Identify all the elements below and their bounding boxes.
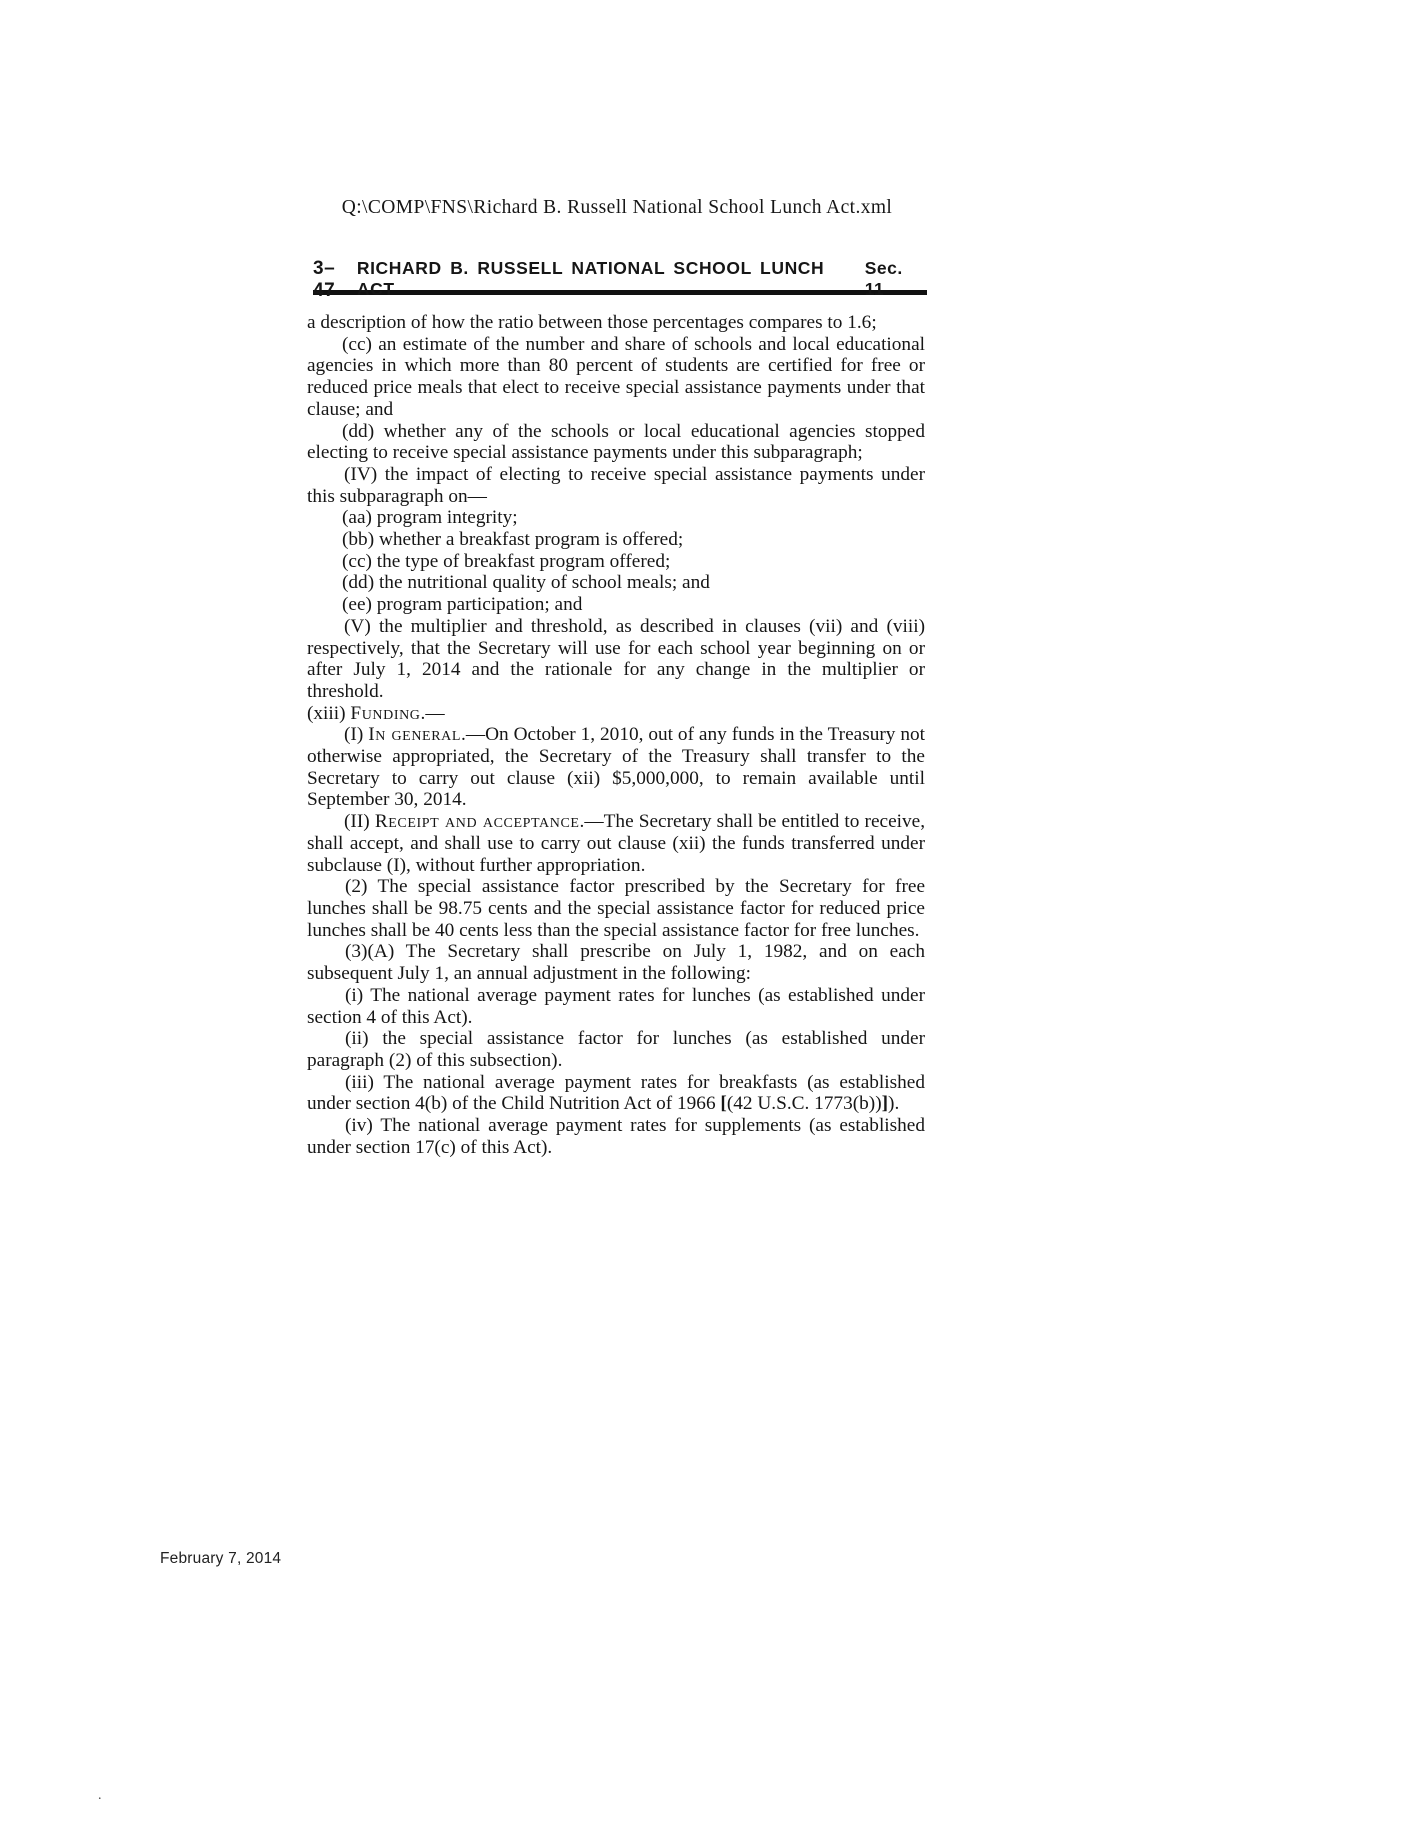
- text-segment: (II): [344, 811, 375, 833]
- paragraph: [307, 985, 925, 1028]
- act-title: RICHARD B. RUSSELL NATIONAL SCHOOL LUNCH ACT: [356, 258, 825, 299]
- text-segment: Receipt and acceptance: [374, 811, 580, 833]
- text-segment: .—The Secretary shall be entitled to receive, shall accept, and shall use to carry out clause (xii) the funds transferred under subclause (I), without further appropriation.: [307, 811, 926, 876]
- paragraph: [307, 507, 925, 529]
- paragraph: [307, 703, 925, 725]
- text-segment: .—: [420, 702, 445, 724]
- text-segment: a description of how the ratio between those percentages compares to 1.6;: [307, 312, 877, 333]
- text-segment: (aa) program integrity;: [342, 507, 518, 529]
- section-label: Sec. 11: [864, 258, 903, 299]
- text-segment: (2) The special assistance factor prescribed by the Secretary for free lunches shall be 98.75 cents and the special assistance factor for reduced price lunches shall be 40 cents less than the special assistance factor for free lunches.: [307, 876, 925, 941]
- paragraph: [307, 941, 925, 984]
- paragraph: [307, 551, 925, 573]
- text-segment: (42 U.S.C. 1773(b)): [726, 1093, 882, 1115]
- text-segment: [: [720, 1093, 727, 1115]
- text-segment: (V) the multiplier and threshold, as described in clauses (vii) and (viii) respectively, that the Secretary will use for each school year beginning on or after July 1, 2014 and the rationale for any change in the multiplier or threshold.: [307, 615, 925, 702]
- paragraph: [307, 1115, 925, 1158]
- paragraph: [307, 572, 925, 594]
- text-segment: (ii) the special assistance factor for lunches (as established under paragraph (2) of this subsection).: [307, 1028, 925, 1071]
- text-segment: Funding: [350, 702, 421, 724]
- paragraph: [307, 464, 925, 507]
- text-segment: (I): [344, 724, 369, 746]
- paragraph: [307, 1028, 925, 1071]
- paragraph: [307, 312, 925, 334]
- paragraph: [307, 876, 925, 941]
- text-segment: (iv) The national average payment rates for supplements (as established under section 17(c) of this Act).: [307, 1115, 925, 1158]
- paragraph: [307, 1072, 925, 1115]
- paragraph: [307, 724, 925, 811]
- text-segment: (dd) whether any of the schools or local educational agencies stopped electing to receive special assistance payments under this subparagraph;: [307, 420, 925, 464]
- page-header: [313, 258, 927, 301]
- text-segment: .—On October 1, 2010, out of any funds in the Treasury not otherwise appropriated, the Secretary of the Treasury shall transfer to the Secretary to carry out clause (xii) $5,000,000, to remain available until September 30, 2014.: [307, 724, 925, 811]
- text-segment: (xiii): [307, 702, 351, 724]
- paragraph: [307, 334, 925, 421]
- text-segment: (cc) an estimate of the number and share of schools and local educational agencies in which more than 80 percent of students are certified for free or reduced price meals that elect to receive special assistance payments under that clause; and: [307, 333, 925, 420]
- paragraph: [307, 616, 925, 703]
- text-segment: ).: [888, 1093, 900, 1115]
- text-segment: (i) The national average payment rates for lunches (as established under section 4 of this Act).: [307, 984, 925, 1028]
- text-segment: (IV) the impact of electing to receive special assistance payments under this subparagraph on—: [307, 463, 925, 507]
- paragraph: [307, 594, 925, 616]
- paragraph: [307, 811, 925, 876]
- paragraph: [307, 421, 925, 464]
- page-number: 3–47: [313, 258, 336, 301]
- xml-file-path: Q:\COMP\FNS\Richard B. Russell National School Lunch Act.xml: [341, 197, 893, 218]
- text-segment: (iii) The national average payment rates for breakfasts (as established under section 4(b) of the Child Nutrition Act of 1966: [307, 1071, 925, 1115]
- text-segment: (cc) the type of breakfast program offered;: [342, 550, 671, 572]
- text-segment: ]: [881, 1093, 889, 1115]
- text-segment: In general: [368, 724, 461, 746]
- text-segment: (ee) program participation; and: [342, 594, 583, 616]
- scan-artifact-dot: .: [98, 1788, 102, 1803]
- revision-date: February 7, 2014: [160, 1550, 282, 1567]
- paragraph: [307, 529, 925, 551]
- statute-text: [307, 312, 925, 1158]
- text-segment: (3)(A) The Secretary shall prescribe on July 1, 1982, and on each subsequent July 1, an annual adjustment in the following:: [307, 941, 925, 985]
- text-segment: (dd) the nutritional quality of school meals; and: [342, 572, 710, 594]
- text-segment: (bb) whether a breakfast program is offered;: [342, 529, 684, 551]
